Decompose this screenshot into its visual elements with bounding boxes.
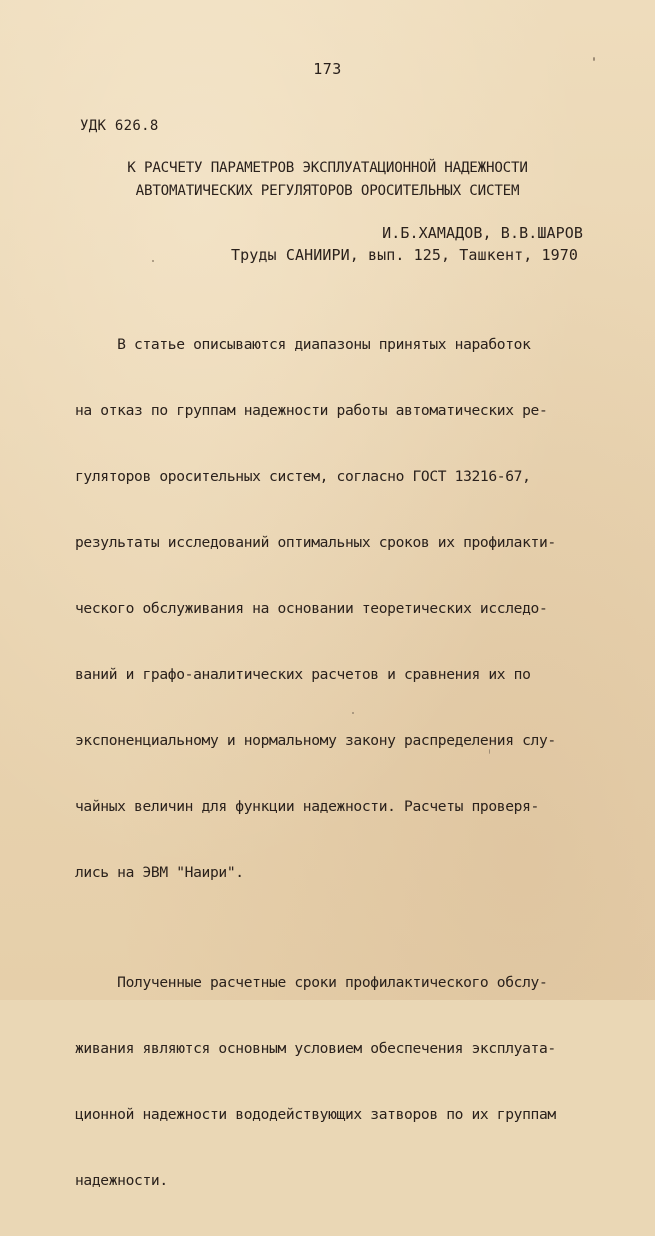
paper-speck xyxy=(152,260,154,262)
text-line: ционной надежности вододействующих затворов по их группам xyxy=(75,1106,556,1123)
text-line: гуляторов оросительных систем, согласно ГОСТ 13216-67, xyxy=(75,468,531,485)
text-line: ческого обслуживания на основании теоретических исследо- xyxy=(75,600,548,617)
source-citation: Труды САНИИРИ, вып. 125, Ташкент, 1970 xyxy=(231,246,578,264)
text-line: экспоненциальному и нормальному закону распределения слу- xyxy=(75,732,556,749)
title-line-1: К РАСЧЕТУ ПАРАМЕТРОВ ЭКСПЛУАТАЦИОННОЙ НАДЕЖНОСТИ xyxy=(127,160,528,176)
title-line-2: АВТОМАТИЧЕСКИХ РЕГУЛЯТОРОВ ОРОСИТЕЛЬНЫХ СИСТЕМ xyxy=(135,183,520,199)
udk-code: УДК 626.8 xyxy=(80,118,159,134)
abstract xyxy=(75,290,605,1236)
text-line: результаты исследований оптимальных сроков их профилакти- xyxy=(75,534,556,551)
text-line: Полученные расчетные сроки профилактического обслу- xyxy=(75,974,548,991)
paper-speck xyxy=(352,712,354,714)
paper-speck xyxy=(489,749,490,754)
text-line: ваний и графо-аналитических расчетов и сравнения их по xyxy=(75,666,531,683)
page-number: 173 xyxy=(313,60,342,78)
text-line: на отказ по группам надежности работы автоматических ре- xyxy=(75,402,548,419)
article-title xyxy=(0,157,655,203)
text-line: В статье описываются диапазоны принятых наработок xyxy=(75,336,531,353)
text-line: чайных величин для функции надежности. Расчеты проверя- xyxy=(75,798,539,815)
authors: И.Б.ХАМАДОВ, В.В.ШАРОВ xyxy=(382,224,583,242)
text-line: надежности. xyxy=(75,1172,168,1189)
text-line: лись на ЭВМ "Наири". xyxy=(75,864,244,881)
abstract-paragraph-1 xyxy=(75,290,605,928)
text-line: живания являются основным условием обеспечения эксплуата- xyxy=(75,1040,556,1057)
abstract-paragraph-2 xyxy=(75,928,605,1236)
paper-speck xyxy=(593,57,595,61)
